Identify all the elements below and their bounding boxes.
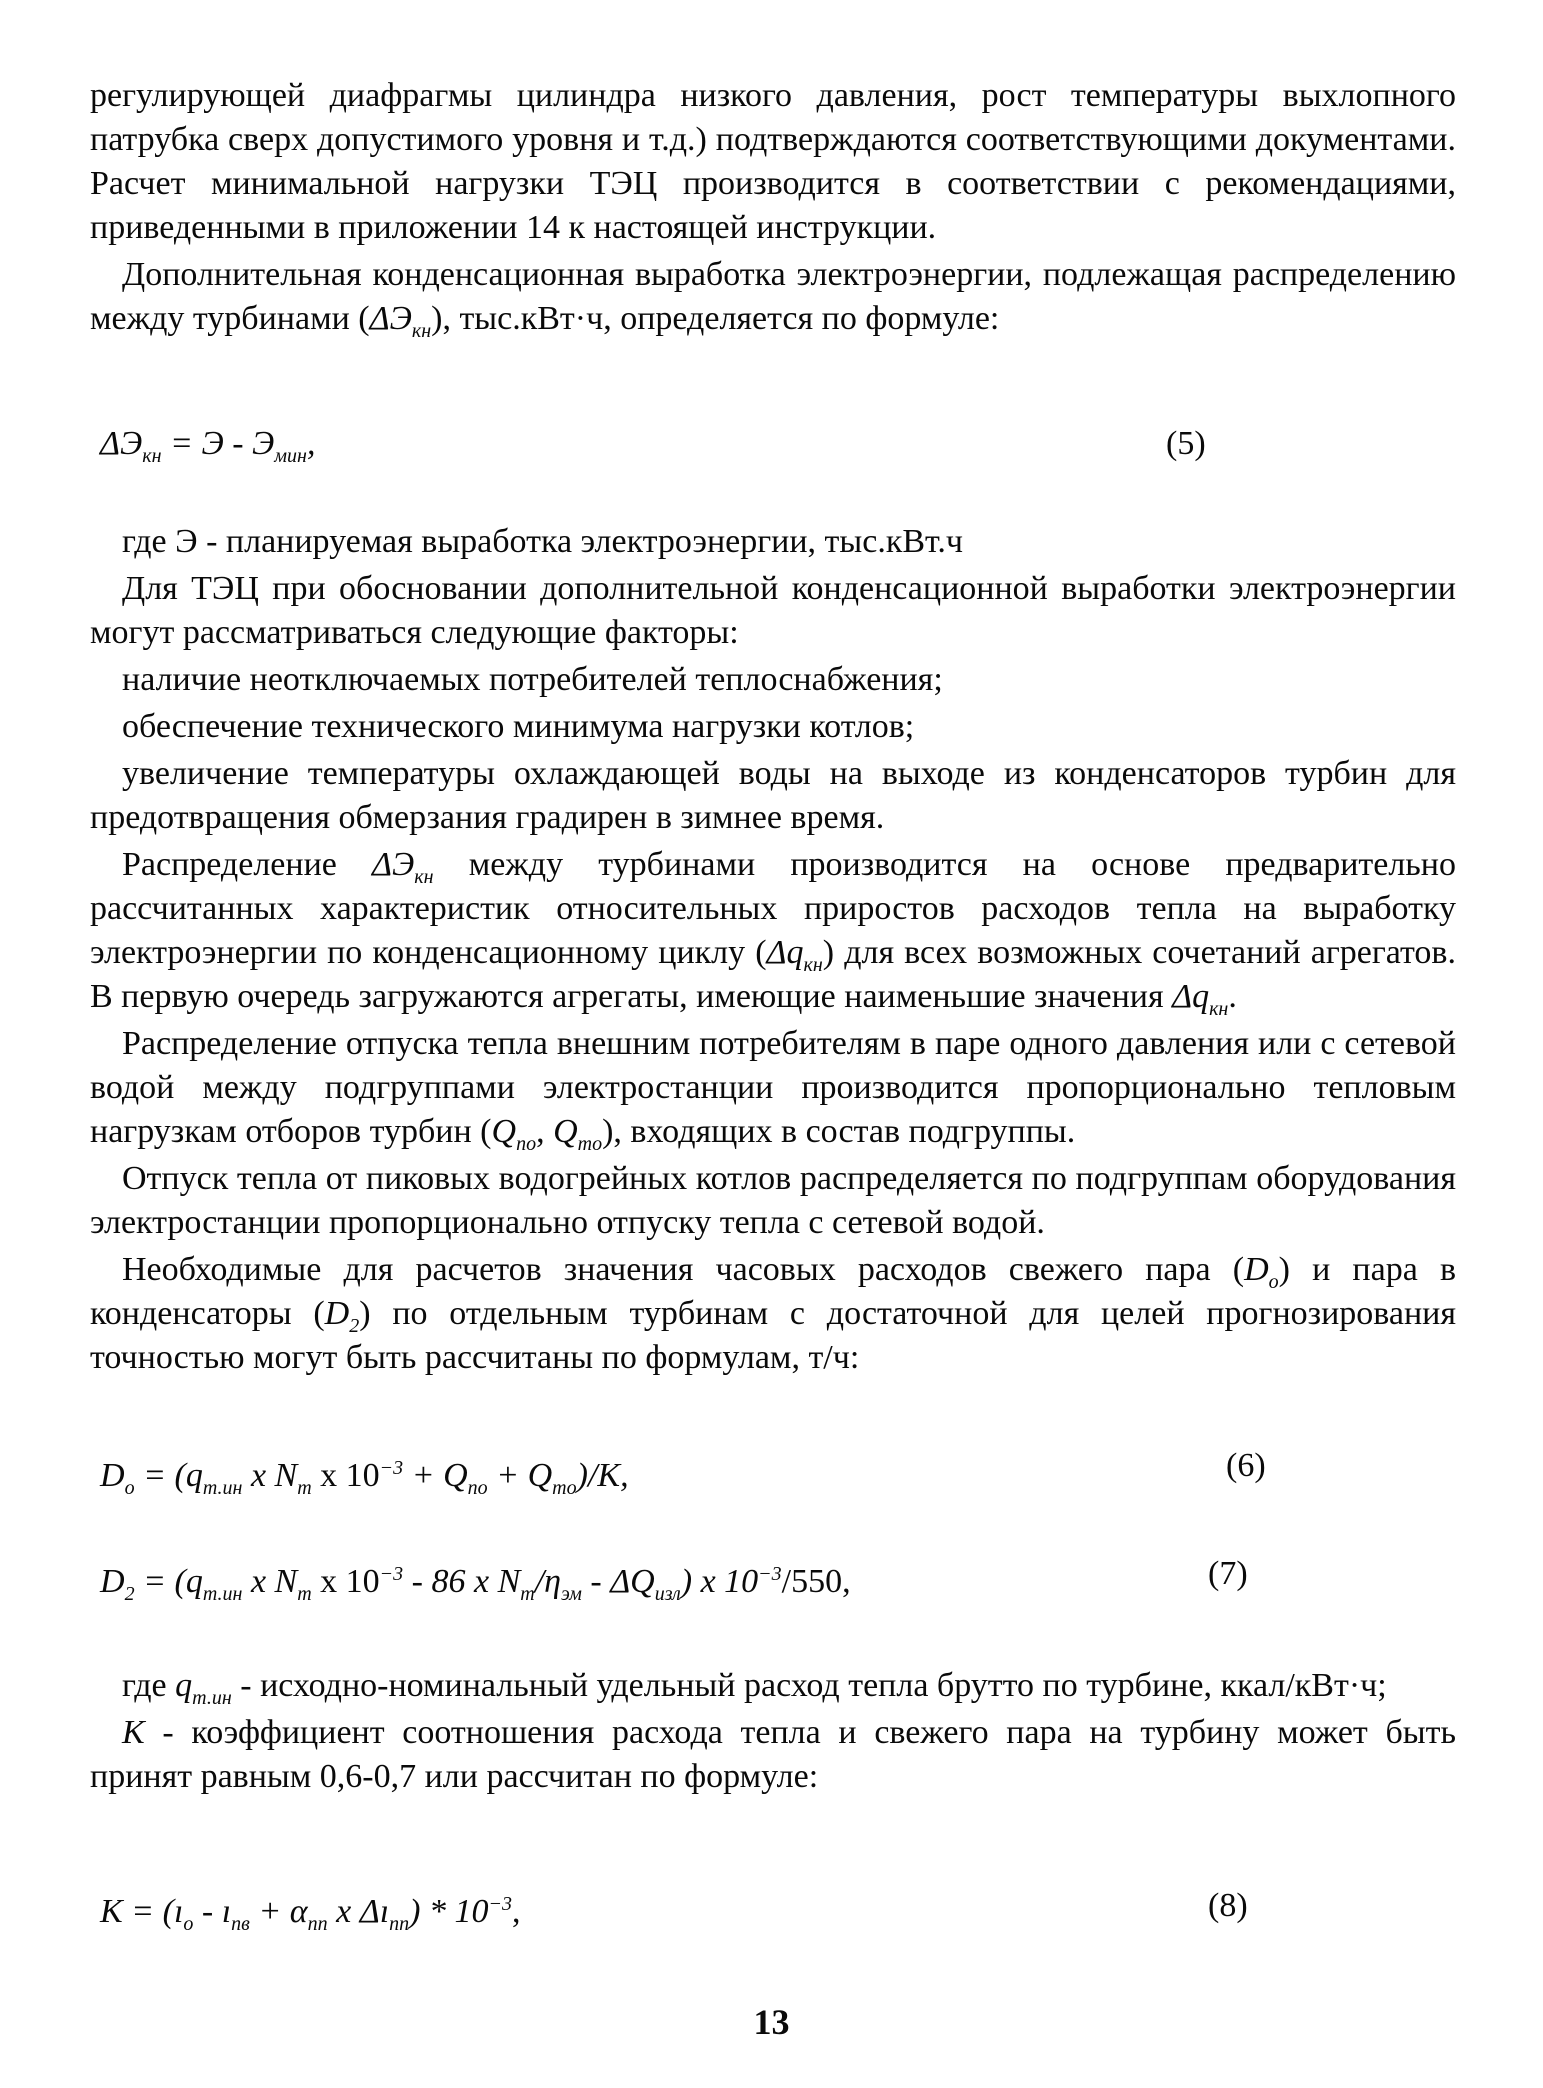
symbol: D <box>1244 1251 1269 1288</box>
symbol: Q <box>553 1113 578 1150</box>
formula-part: , <box>511 1893 521 1930</box>
formula-part: x Δı <box>327 1893 390 1930</box>
formula-part: ΔЭ <box>100 425 143 462</box>
subscript: по <box>516 1133 537 1155</box>
text: ), входящих в состав подгруппы. <box>602 1113 1076 1150</box>
equation-number-7: (7) <box>1208 1555 1248 1592</box>
formula-subscript: 2 <box>124 1583 135 1605</box>
formula-part: /550, <box>781 1563 851 1600</box>
text: где <box>122 1667 176 1704</box>
formula-6 <box>100 1454 1260 1498</box>
paragraph-continuation: регулирующей диафрагмы цилиндра низкого давления, рост температуры выхлопного патрубка сверх допустимого уровня и т.д.) подтверждаются соответствующими документами. Расчет минимальной нагрузки ТЭЦ производится в соответствии с рекомендациями, приведенными в приложении 14 к настоящей инструкции. <box>90 77 1456 246</box>
formula-subscript: т <box>297 1583 312 1605</box>
text: . <box>1228 978 1237 1015</box>
formula-subscript: т.ин <box>202 1477 243 1499</box>
formula-part: x N <box>242 1457 298 1494</box>
formula-subscript: пв <box>231 1913 250 1935</box>
subscript: кн <box>803 954 823 976</box>
text-block-top <box>90 74 1456 344</box>
formula-subscript: эм <box>561 1583 582 1605</box>
formula-part: ) * 10 <box>409 1893 489 1930</box>
formula-part: )/K, <box>576 1457 629 1494</box>
list-item: обеспечение технического минимума нагрузки котлов; <box>122 708 915 745</box>
formula-part: = (q <box>134 1563 203 1600</box>
symbol: q <box>175 1667 193 1704</box>
subscript: т.ин <box>192 1687 232 1709</box>
formula-5 <box>100 422 1260 466</box>
formula-part: x N <box>242 1563 298 1600</box>
equation-number-8: (8) <box>1208 1887 1248 1924</box>
formula-part: - ΔQ <box>581 1563 655 1600</box>
formula-part: + Q <box>403 1457 468 1494</box>
formula-superscript: −3 <box>379 1563 404 1585</box>
formula-part: = Э - Э <box>161 425 275 462</box>
text: ) для всех возможных сочетаний агрегатов. В первую очередь загружаются агрегаты, имеющие наименьшие значения <box>90 934 1456 1015</box>
symbol: Δq <box>766 934 804 971</box>
formula-7 <box>100 1560 1260 1604</box>
paragraph-where: где Э - планируемая выработка электроэнергии, тыс.кВт.ч <box>122 523 963 560</box>
formula-part: x 10 <box>311 1457 380 1494</box>
paragraph-additional-generation <box>90 253 1456 341</box>
text: ), тыс.кВт·ч, определяется по формуле: <box>431 300 1000 337</box>
equation-number-6: (6) <box>1226 1447 1266 1484</box>
formula-part: + α <box>249 1893 308 1930</box>
formula-part: /η <box>534 1563 562 1600</box>
text: Распределение <box>122 846 337 883</box>
formula-subscript: кн <box>142 445 162 467</box>
formula-superscript: −3 <box>758 1563 782 1585</box>
text: между турбинами производится на основе предварительно рассчитанных характеристик относительных приростов расходов тепла на выработку электроэнергии по конденсационному циклу ( <box>90 846 1457 971</box>
formula-part: - ı <box>193 1893 232 1930</box>
subscript: кн <box>411 320 432 342</box>
subscript: 2 <box>349 1315 360 1337</box>
text: Дополнительная конденсационная выработка электроэнергии, подлежащая распределению между турбинами ( <box>90 256 1456 337</box>
formula-subscript: пп <box>307 1913 328 1935</box>
text: ) по отдельным турбинам с достаточной для целей прогнозирования точностью могут быть рассчитаны по формулам, т/ч: <box>90 1295 1456 1376</box>
page-number: 13 <box>753 2002 790 2042</box>
symbol: Q <box>491 1113 517 1150</box>
formula-subscript: изл <box>654 1583 681 1605</box>
formula-part: K = (ı <box>100 1893 184 1930</box>
paragraph-heat-distribution <box>90 1022 1456 1154</box>
text: - коэффициент соотношения расхода тепла и свежего пара на турбину может быть принят равным 0,6-0,7 или рассчитан по формуле: <box>90 1714 1456 1795</box>
formula-8 <box>100 1890 1260 1934</box>
list-item: увеличение температуры охлаждающей воды на выходе из конденсаторов турбин для предотвращения обмерзания градирен в зимнее время. <box>90 755 1456 836</box>
text-block-middle <box>90 520 1456 1383</box>
paragraph-where-q <box>90 1664 1456 1708</box>
paragraph-steam-flows <box>90 1248 1456 1380</box>
subscript: кн <box>1209 998 1229 1020</box>
formula-subscript: пп <box>389 1913 410 1935</box>
paragraph-peak-boilers: Отпуск тепла от пиковых водогрейных котлов распределяется по подгруппам оборудования электростанции пропорционально отпуску тепла с сетевой водой. <box>90 1160 1456 1241</box>
text: ) и пара в конденсаторы ( <box>90 1251 1456 1332</box>
paragraph-coefficient-k <box>90 1711 1456 1799</box>
formula-part: x 10 <box>311 1563 380 1600</box>
text: Необходимые для расчетов значения часовых расходов свежего пара ( <box>122 1251 1245 1288</box>
text-block-bottom <box>90 1664 1456 1802</box>
formula-subscript: то <box>552 1477 577 1499</box>
symbol: Δq <box>1172 978 1210 1015</box>
formula-superscript: −3 <box>488 1893 512 1915</box>
paragraph-factors: Для ТЭЦ при обосновании дополнительной конденсационной выработки электроэнергии могут рассматриваться следующие факторы: <box>90 570 1456 651</box>
symbol: K <box>122 1714 145 1751</box>
subscript: то <box>577 1133 603 1155</box>
formula-part: D <box>100 1563 125 1600</box>
text: , <box>536 1113 554 1150</box>
formula-part: - 86 x N <box>403 1563 521 1600</box>
text: Распределение отпуска тепла внешним потребителям в паре одного давления или с сетевой водой между подгруппами электростанции производится пропорционально тепловым нагрузкам отборов турбин ( <box>90 1025 1456 1150</box>
formula-subscript: по <box>467 1477 488 1499</box>
formula-subscript: т.ин <box>202 1583 243 1605</box>
formula-subscript: т <box>520 1583 535 1605</box>
formula-part: = (q <box>134 1457 203 1494</box>
subscript: о <box>1268 1271 1279 1293</box>
text: - исходно-номинальный удельный расход тепла брутто по турбине, ккал/кВт·ч; <box>231 1667 1387 1704</box>
formula-subscript: о <box>124 1477 135 1499</box>
formula-subscript: мин <box>274 445 307 467</box>
formula-subscript: т <box>297 1477 312 1499</box>
formula-part: ) x 10 <box>680 1563 759 1600</box>
paragraph-distribution <box>90 843 1456 1019</box>
formula-part: , <box>306 425 316 462</box>
formula-subscript: о <box>183 1913 194 1935</box>
subscript: кн <box>414 866 434 888</box>
formula-part: D <box>100 1457 125 1494</box>
symbol: ΔЭ <box>372 846 415 883</box>
symbol: ΔЭ <box>369 300 412 337</box>
formula-part: + Q <box>487 1457 553 1494</box>
list-item: наличие неотключаемых потребителей теплоснабжения; <box>122 661 943 698</box>
formula-superscript: −3 <box>379 1457 404 1479</box>
equation-number-5: (5) <box>1166 425 1206 462</box>
symbol: D <box>324 1295 350 1332</box>
